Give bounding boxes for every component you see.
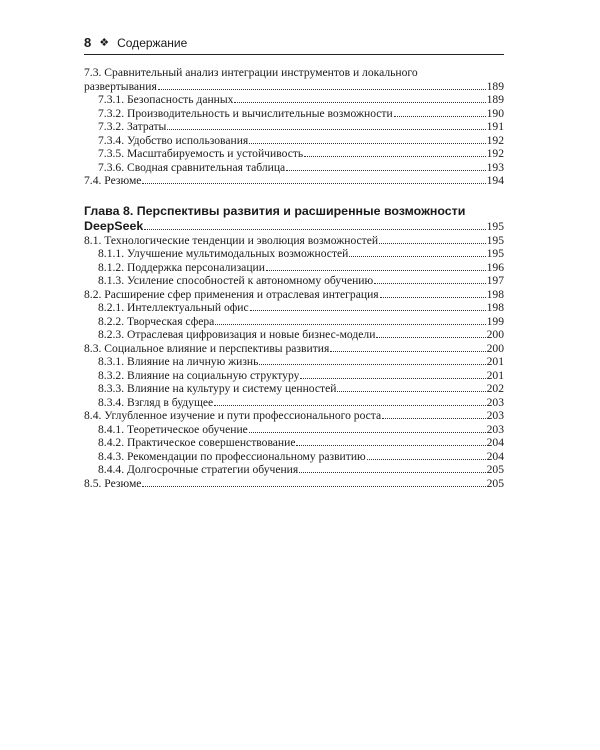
dot-leader: [382, 418, 485, 419]
toc-entry[interactable]: [84, 423, 504, 437]
running-header: [84, 36, 504, 55]
toc-page-number: 201: [486, 368, 504, 382]
toc-page-number: 196: [486, 260, 504, 274]
toc-page-number: 201: [486, 355, 504, 368]
toc-entry-title: 8.3. Социальное влияние и перспективы развития: [84, 341, 330, 355]
dot-leader: [214, 405, 485, 406]
dot-leader: [380, 297, 486, 298]
toc-entry[interactable]: [84, 247, 504, 261]
toc-entry[interactable]: [84, 147, 504, 161]
toc-page-number: 198: [486, 301, 504, 314]
header-title: Содержание: [117, 36, 188, 50]
toc-page-number: 200: [486, 341, 504, 355]
toc-entry[interactable]: [84, 436, 504, 450]
toc-entry-title: 8.2. Расширение сфер применения и отраслевая интеграция: [84, 287, 379, 301]
dot-leader: [249, 432, 486, 433]
toc-entry-title: 8.3.4. Взгляд в будущее: [98, 395, 214, 409]
toc-page-number: 204: [486, 436, 504, 449]
toc-entry[interactable]: [84, 107, 504, 121]
dot-leader: [299, 472, 485, 473]
toc-entry-title: 8.4. Углубленное изучение и пути профессионального роста: [84, 409, 382, 422]
toc-page-number: 199: [486, 314, 504, 328]
dot-leader: [296, 445, 485, 446]
toc-page-number: 203: [486, 395, 504, 409]
toc-entry-title: 8.4.3. Рекомендации по профессиональному развитию: [98, 449, 366, 463]
toc-entry[interactable]: [84, 463, 504, 477]
dot-leader: [394, 116, 486, 117]
toc-entry-title: 8.4.4. Долгосрочные стратегии обучения: [98, 463, 299, 476]
toc-page-number: 198: [486, 287, 504, 301]
dot-leader: [259, 364, 485, 365]
toc-entry[interactable]: [84, 161, 504, 175]
toc-entry[interactable]: [84, 315, 504, 329]
page-number: 8: [84, 35, 92, 50]
toc-entry-title: 8.1.2. Поддержка персонализации: [98, 260, 265, 274]
toc-entry-title: 8.1. Технологические тенденции и эволюция возможностей: [84, 233, 379, 247]
toc-page-number: 195: [486, 247, 504, 260]
toc-page-number: 195: [486, 219, 504, 233]
toc-entry-title: 7.3.6. Сводная сравнительная таблица: [98, 160, 286, 174]
dot-leader: [367, 459, 486, 460]
toc-entry-title: 8.3.2. Влияние на социальную структуру: [98, 368, 300, 382]
toc-entry-title: 8.3.3. Влияние на культуру и систему ценностей: [98, 382, 337, 395]
dot-leader: [266, 270, 486, 271]
toc-page-number: 191: [486, 120, 504, 133]
toc-entry-title: 8.2.3. Отраслевая цифровизация и новые бизнес-модели: [98, 328, 376, 341]
toc-entry[interactable]: [84, 355, 504, 369]
toc-page-number: 195: [486, 233, 504, 247]
toc-entry[interactable]: [84, 261, 504, 275]
toc-page-number: 192: [486, 147, 504, 160]
chapter-title-line1: Глава 8. Перспективы развития и расширенные возможности: [84, 203, 466, 218]
toc-page-number: 202: [486, 382, 504, 395]
dot-leader: [249, 143, 485, 144]
dot-leader: [376, 337, 485, 338]
toc-entry-title: 8.3.1. Влияние на личную жизнь: [98, 355, 259, 368]
toc-entry[interactable]: [84, 301, 504, 315]
toc-entry-title: 7.4. Резюме: [84, 174, 142, 187]
diamond-icon: ❖: [99, 37, 110, 49]
dot-leader: [337, 391, 485, 392]
toc-entry-title: 8.1.3. Усиление способностей к автономному обучению: [98, 274, 374, 287]
toc-entry-title: 8.2.2. Творческая сфера: [98, 314, 215, 328]
toc-page-number: 190: [486, 106, 504, 120]
toc-entry-title: 8.2.1. Интеллектуальный офис: [98, 301, 249, 314]
dot-leader: [300, 378, 485, 379]
chapter-title-line2: DeepSeek: [84, 218, 144, 233]
toc-entry-title: 7.3.2. Затраты: [98, 120, 167, 133]
dot-leader: [167, 129, 485, 130]
toc-entry-title: 8.4.1. Теоретическое обучение: [98, 422, 248, 436]
toc-entry[interactable]: [84, 342, 504, 356]
dot-leader: [349, 256, 485, 257]
toc-entry-title: 8.5. Резюме: [84, 476, 142, 490]
toc-chapter-8[interactable]: [84, 204, 504, 234]
toc-entry-7-3[interactable]: [84, 66, 504, 93]
toc-entry[interactable]: [84, 328, 504, 342]
toc-entry-7-4[interactable]: [84, 174, 504, 188]
toc-entry[interactable]: [84, 234, 504, 248]
toc-entry-title: 8.4.2. Практическое совершенствование: [98, 436, 296, 449]
dot-leader: [158, 89, 486, 90]
toc-page-number: 193: [486, 160, 504, 174]
toc-page-number: 205: [486, 476, 504, 490]
toc-entry-title-line2: развертывания: [84, 79, 157, 93]
toc-entry[interactable]: [84, 288, 504, 302]
toc-page-number: 205: [486, 463, 504, 476]
dot-leader: [144, 229, 485, 230]
toc-page-number: 189: [486, 93, 504, 106]
toc-entry[interactable]: [84, 120, 504, 134]
dot-leader: [286, 170, 485, 171]
dot-leader: [330, 351, 485, 352]
toc-entry-title: 8.1.1. Улучшение мультимодальных возможностей: [98, 247, 349, 260]
toc-entry[interactable]: [84, 134, 504, 148]
dot-leader: [304, 156, 485, 157]
dot-leader: [142, 183, 485, 184]
toc-entry-title: 7.3.1. Безопасность данных: [98, 93, 234, 106]
toc-page-number: 203: [486, 422, 504, 436]
dot-leader: [379, 243, 486, 244]
toc-page-number: 192: [486, 133, 504, 147]
dot-leader: [250, 310, 486, 311]
toc-page-number: 203: [486, 409, 504, 422]
toc-subsection-list: [84, 93, 504, 174]
toc-entry[interactable]: [84, 274, 504, 288]
toc-entry[interactable]: [84, 369, 504, 383]
toc-entry[interactable]: [84, 93, 504, 107]
toc-entry-title-line1: 7.3. Сравнительный анализ интеграции инструментов и локального: [84, 66, 418, 79]
toc-entry[interactable]: [84, 409, 504, 423]
dot-leader: [234, 102, 485, 103]
toc-page-number: 204: [486, 449, 504, 463]
toc-entry[interactable]: [84, 396, 504, 410]
toc-page-number: 200: [486, 328, 504, 341]
toc-entry-title: 7.3.4. Удобство использования: [98, 133, 249, 147]
toc-chapter-8-list: [84, 234, 504, 491]
toc-page-number: 194: [486, 174, 504, 187]
dot-leader: [142, 486, 485, 487]
toc-entry[interactable]: [84, 382, 504, 396]
dot-leader: [215, 324, 485, 325]
toc-page-number: 197: [486, 274, 504, 287]
toc-entry[interactable]: [84, 477, 504, 491]
dot-leader: [374, 283, 485, 284]
toc-entry[interactable]: [84, 450, 504, 464]
table-of-contents: [84, 66, 504, 490]
toc-page-number: 189: [486, 79, 504, 93]
toc-entry-title: 7.3.5. Масштабируемость и устойчивость: [98, 147, 304, 160]
toc-entry-title: 7.3.2. Производительность и вычислительные возможности: [98, 106, 393, 120]
